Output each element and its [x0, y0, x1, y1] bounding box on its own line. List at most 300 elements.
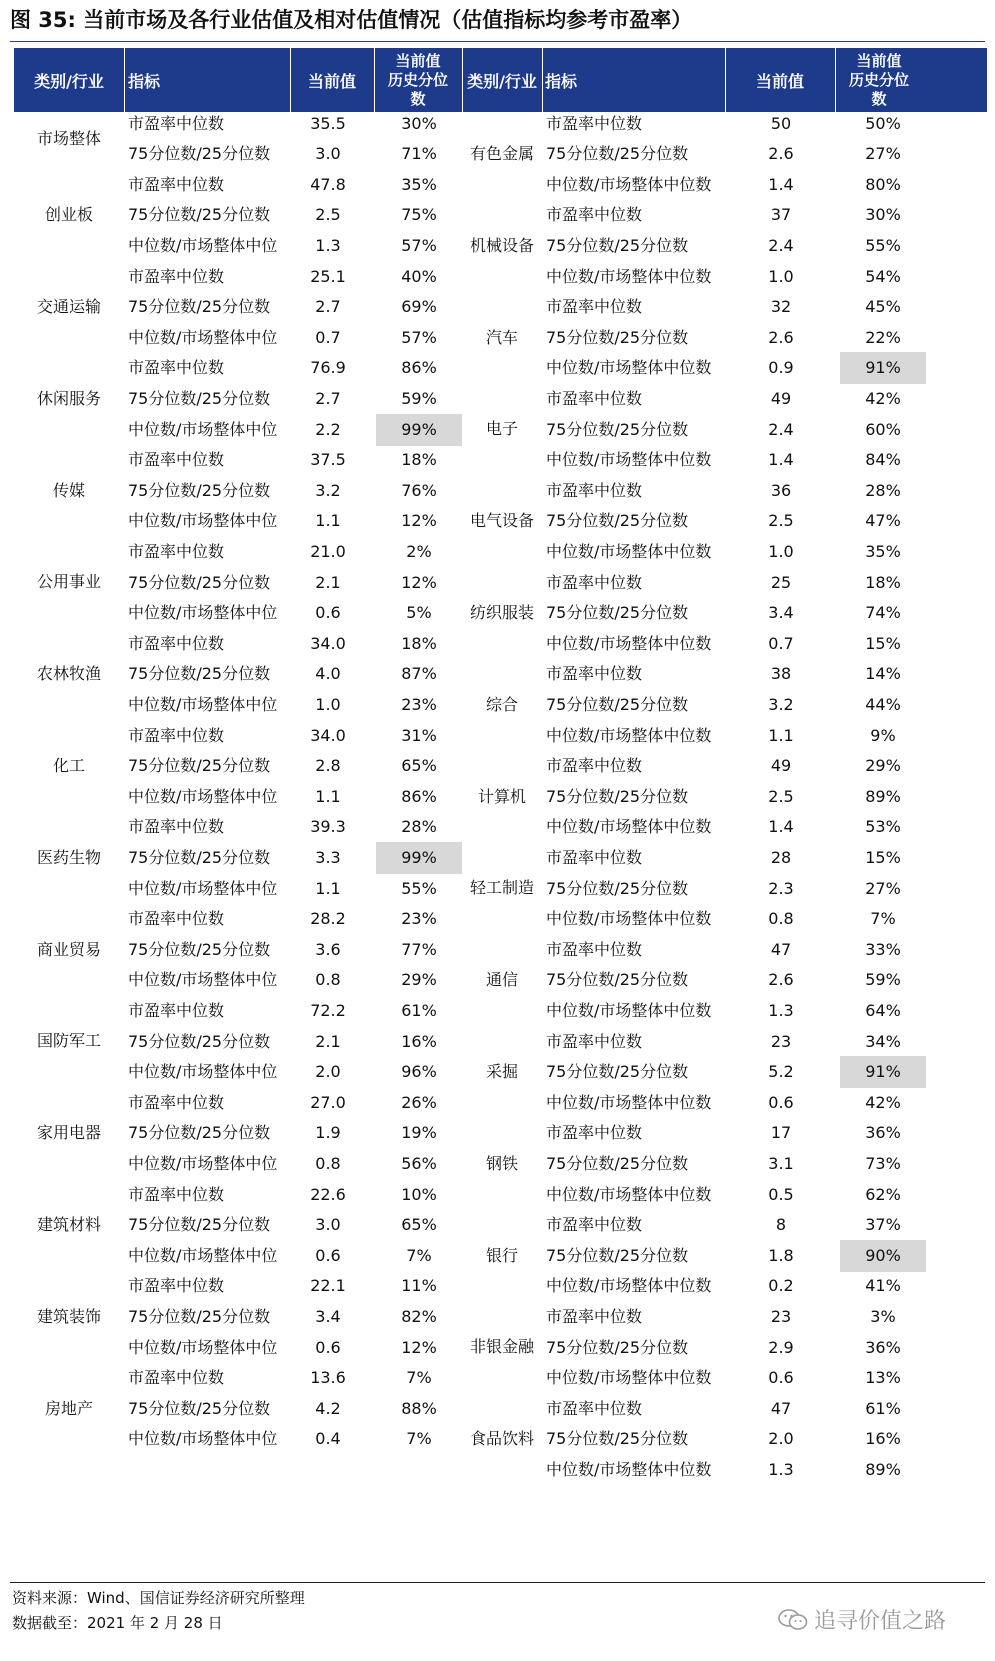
figure-title: 图 35: 当前市场及各行业估值及相对估值情况（估值指标均参考市盈率）	[10, 8, 693, 32]
percentile-cell: 90%	[840, 1240, 926, 1272]
current-value-cell: 22.6	[310, 1184, 346, 1204]
category-label: 传媒	[52, 480, 85, 500]
indicator-cell: 75分位数/25分位数	[546, 878, 689, 898]
indicator-cell: 75分位数/25分位数	[546, 694, 689, 714]
indicator-cell: 中位数/市场整体中位数	[546, 1276, 712, 1296]
header-percentile-line: 数	[410, 89, 426, 108]
percentile-cell: 65%	[401, 1215, 437, 1235]
indicator-cell: 中位数/市场整体中位数	[546, 266, 712, 286]
percentile-cell: 61%	[401, 1000, 437, 1020]
indicator-cell: 中位数/市场整体中位	[128, 1062, 278, 1082]
percentile-cell: 89%	[865, 1459, 901, 1479]
current-value-cell: 1.1	[768, 725, 794, 745]
percentile-cell: 86%	[401, 786, 437, 806]
percentile-cell: 34%	[865, 1031, 901, 1051]
category-label: 创业板	[44, 205, 93, 225]
percentile-cell: 16%	[401, 1031, 437, 1051]
indicator-cell: 中位数/市场整体中位	[128, 419, 278, 439]
category-label: 电子	[485, 419, 518, 439]
percentile-cell: 96%	[401, 1062, 437, 1082]
indicator-cell: 75分位数/25分位数	[546, 1062, 689, 1082]
current-value-cell: 32	[770, 297, 792, 317]
current-value-cell: 2.1	[315, 1031, 341, 1051]
indicator-cell: 市盈率中位数	[128, 633, 225, 653]
current-value-cell: 3.4	[315, 1306, 341, 1326]
current-value-cell: 2.6	[768, 327, 794, 347]
indicator-cell: 75分位数/25分位数	[546, 1337, 689, 1357]
percentile-cell: 7%	[406, 1245, 432, 1265]
current-value-cell: 0.6	[315, 1337, 341, 1357]
current-value-cell: 0.9	[768, 358, 794, 378]
percentile-cell: 23%	[401, 694, 437, 714]
current-value-cell: 50	[770, 113, 792, 133]
percentile-cell: 33%	[865, 939, 901, 959]
current-value-cell: 2.5	[768, 786, 794, 806]
indicator-cell: 中位数/市场整体中位数	[546, 358, 712, 378]
percentile-cell: 7%	[870, 909, 896, 929]
indicator-cell: 75分位数/25分位数	[546, 327, 689, 347]
header-percentile-line: 当前值	[395, 51, 441, 70]
current-value-cell: 1.4	[768, 817, 794, 837]
indicator-cell: 75分位数/25分位数	[546, 1245, 689, 1265]
wechat-icon	[778, 1609, 808, 1631]
current-value-cell: 2.5	[315, 205, 341, 225]
percentile-cell: 80%	[865, 174, 901, 194]
current-value-cell: 76.9	[310, 358, 346, 378]
percentile-cell: 27%	[865, 144, 901, 164]
indicator-cell: 市盈率中位数	[546, 388, 643, 408]
percentile-cell: 50%	[865, 113, 901, 133]
footer-divider	[10, 1582, 985, 1583]
percentile-cell: 59%	[865, 970, 901, 990]
percentile-cell: 26%	[401, 1092, 437, 1112]
percentile-cell: 44%	[865, 694, 901, 714]
indicator-cell: 75分位数/25分位数	[546, 1429, 689, 1449]
indicator-cell: 市盈率中位数	[546, 1031, 643, 1051]
indicator-cell: 75分位数/25分位数	[128, 1215, 271, 1235]
current-value-cell: 1.0	[768, 541, 794, 561]
category-label: 市场整体	[36, 128, 101, 148]
indicator-cell: 中位数/市场整体中位数	[546, 633, 712, 653]
indicator-cell: 中位数/市场整体中位数	[546, 174, 712, 194]
percentile-cell: 3%	[870, 1306, 896, 1326]
current-value-cell: 2.6	[768, 970, 794, 990]
current-value-cell: 23	[770, 1031, 792, 1051]
current-value-cell: 0.7	[768, 633, 794, 653]
percentile-cell: 18%	[401, 450, 437, 470]
header-divider	[542, 48, 543, 112]
percentile-cell: 2%	[406, 541, 432, 561]
percentile-cell: 54%	[865, 266, 901, 286]
percentile-cell: 62%	[865, 1184, 901, 1204]
percentile-cell: 22%	[865, 327, 901, 347]
percentile-cell: 91%	[840, 1056, 926, 1088]
header-current-right: 当前值	[755, 71, 804, 91]
category-label: 银行	[485, 1245, 518, 1265]
percentile-cell: 30%	[865, 205, 901, 225]
current-value-cell: 3.4	[768, 603, 794, 623]
current-value-cell: 0.5	[768, 1184, 794, 1204]
indicator-cell: 75分位数/25分位数	[128, 480, 271, 500]
category-label: 电气设备	[469, 511, 534, 531]
indicator-cell: 75分位数/25分位数	[128, 572, 271, 592]
indicator-cell: 市盈率中位数	[546, 480, 643, 500]
percentile-cell: 15%	[865, 633, 901, 653]
category-label: 非银金融	[469, 1337, 534, 1357]
current-value-cell: 3.3	[315, 847, 341, 867]
percentile-cell: 14%	[865, 664, 901, 684]
percentile-cell: 42%	[865, 388, 901, 408]
percentile-cell: 36%	[865, 1123, 901, 1143]
source-note: 资料来源：Wind、国信证券经济研究所整理	[12, 1589, 305, 1607]
current-value-cell: 22.1	[310, 1276, 346, 1296]
category-label: 钢铁	[485, 1153, 518, 1173]
current-value-cell: 2.2	[315, 419, 341, 439]
current-value-cell: 2.7	[315, 388, 341, 408]
category-label: 计算机	[477, 786, 526, 806]
category-label: 房地产	[44, 1398, 93, 1418]
watermark	[778, 1604, 946, 1635]
indicator-cell: 中位数/市场整体中位	[128, 235, 278, 255]
current-value-cell: 0.2	[768, 1276, 794, 1296]
current-value-cell: 4.2	[315, 1398, 341, 1418]
indicator-cell: 75分位数/25分位数	[546, 786, 689, 806]
percentile-cell: 40%	[401, 266, 437, 286]
watermark-text: 追寻价值之路	[814, 1609, 947, 1634]
indicator-cell: 市盈率中位数	[546, 1215, 643, 1235]
current-value-cell: 2.5	[768, 511, 794, 531]
indicator-cell: 中位数/市场整体中位	[128, 786, 278, 806]
indicator-cell: 中位数/市场整体中位数	[546, 1092, 712, 1112]
category-label: 商业贸易	[36, 939, 101, 959]
percentile-cell: 74%	[865, 603, 901, 623]
percentile-cell: 57%	[401, 327, 437, 347]
indicator-cell: 中位数/市场整体中位	[128, 878, 278, 898]
current-value-cell: 72.2	[310, 1000, 346, 1020]
category-label: 综合	[485, 694, 518, 714]
indicator-cell: 市盈率中位数	[546, 756, 643, 776]
indicator-cell: 75分位数/25分位数	[546, 970, 689, 990]
percentile-cell: 91%	[840, 352, 926, 384]
indicator-cell: 75分位数/25分位数	[546, 144, 689, 164]
current-value-cell: 28.2	[310, 909, 346, 929]
current-value-cell: 28	[770, 847, 792, 867]
percentile-cell: 5%	[406, 603, 432, 623]
current-value-cell: 2.1	[315, 572, 341, 592]
indicator-cell: 中位数/市场整体中位	[128, 1245, 278, 1265]
indicator-cell: 75分位数/25分位数	[128, 1398, 271, 1418]
indicator-cell: 中位数/市场整体中位	[128, 1337, 278, 1357]
current-value-cell: 2.3	[768, 878, 794, 898]
percentile-cell: 87%	[401, 664, 437, 684]
percentile-cell: 37%	[865, 1215, 901, 1235]
percentile-cell: 27%	[865, 878, 901, 898]
category-label: 医药生物	[36, 847, 101, 867]
indicator-cell: 市盈率中位数	[128, 174, 225, 194]
indicator-cell: 75分位数/25分位数	[128, 1123, 271, 1143]
percentile-cell: 60%	[865, 419, 901, 439]
current-value-cell: 0.8	[315, 1153, 341, 1173]
current-value-cell: 17	[770, 1123, 792, 1143]
indicator-cell: 市盈率中位数	[128, 266, 225, 286]
percentile-cell: 16%	[865, 1429, 901, 1449]
percentile-cell: 55%	[865, 235, 901, 255]
indicator-cell: 市盈率中位数	[546, 572, 643, 592]
current-value-cell: 35.5	[310, 113, 346, 133]
percentile-cell: 71%	[401, 144, 437, 164]
current-value-cell: 3.2	[315, 480, 341, 500]
indicator-cell: 中位数/市场整体中位数	[546, 1000, 712, 1020]
current-value-cell: 23	[770, 1306, 792, 1326]
current-value-cell: 1.4	[768, 174, 794, 194]
header-indicator-right: 指标	[545, 71, 578, 91]
indicator-cell: 市盈率中位数	[546, 113, 643, 133]
category-label: 机械设备	[469, 235, 534, 255]
percentile-cell: 55%	[401, 878, 437, 898]
current-value-cell: 1.4	[768, 450, 794, 470]
current-value-cell: 3.6	[315, 939, 341, 959]
current-value-cell: 1.3	[768, 1000, 794, 1020]
percentile-cell: 89%	[865, 786, 901, 806]
indicator-cell: 75分位数/25分位数	[128, 388, 271, 408]
current-value-cell: 0.6	[768, 1368, 794, 1388]
percentile-cell: 41%	[865, 1276, 901, 1296]
current-value-cell: 1.8	[768, 1245, 794, 1265]
percentile-cell: 29%	[401, 970, 437, 990]
percentile-cell: 12%	[401, 1337, 437, 1357]
current-value-cell: 3.0	[315, 1215, 341, 1235]
percentile-cell: 42%	[865, 1092, 901, 1112]
indicator-cell: 市盈率中位数	[546, 939, 643, 959]
category-label: 汽车	[485, 327, 518, 347]
percentile-cell: 65%	[401, 756, 437, 776]
current-value-cell: 38	[770, 664, 792, 684]
percentile-cell: 88%	[401, 1398, 437, 1418]
current-value-cell: 2.7	[315, 297, 341, 317]
header-divider	[124, 48, 125, 112]
percentile-cell: 36%	[865, 1337, 901, 1357]
indicator-cell: 75分位数/25分位数	[546, 235, 689, 255]
indicator-cell: 75分位数/25分位数	[128, 1031, 271, 1051]
current-value-cell: 47.8	[310, 174, 346, 194]
current-value-cell: 39.3	[310, 817, 346, 837]
data-date-note: 数据截至：2021 年 2 月 28 日	[12, 1614, 223, 1632]
indicator-cell: 市盈率中位数	[546, 664, 643, 684]
current-value-cell: 2.9	[768, 1337, 794, 1357]
indicator-cell: 75分位数/25分位数	[128, 205, 271, 225]
indicator-cell: 75分位数/25分位数	[128, 939, 271, 959]
indicator-cell: 中位数/市场整体中位数	[546, 541, 712, 561]
indicator-cell: 中位数/市场整体中位	[128, 603, 278, 623]
indicator-cell: 75分位数/25分位数	[128, 144, 271, 164]
percentile-cell: 75%	[401, 205, 437, 225]
indicator-cell: 75分位数/25分位数	[546, 603, 689, 623]
indicator-cell: 中位数/市场整体中位	[128, 694, 278, 714]
percentile-cell: 99%	[376, 414, 462, 446]
percentile-cell: 99%	[376, 842, 462, 874]
current-value-cell: 34.0	[310, 725, 346, 745]
indicator-cell: 中位数/市场整体中位	[128, 327, 278, 347]
indicator-cell: 市盈率中位数	[546, 1123, 643, 1143]
percentile-cell: 18%	[865, 572, 901, 592]
percentile-cell: 77%	[401, 939, 437, 959]
current-value-cell: 49	[770, 756, 792, 776]
indicator-cell: 市盈率中位数	[128, 1368, 225, 1388]
indicator-cell: 市盈率中位数	[128, 1000, 225, 1020]
percentile-cell: 7%	[406, 1429, 432, 1449]
percentile-cell: 86%	[401, 358, 437, 378]
category-label: 有色金属	[469, 143, 534, 163]
percentile-cell: 18%	[401, 633, 437, 653]
indicator-cell: 中位数/市场整体中位	[128, 1429, 278, 1449]
indicator-cell: 市盈率中位数	[128, 1276, 225, 1296]
current-value-cell: 0.7	[315, 327, 341, 347]
indicator-cell: 中位数/市场整体中位数	[546, 725, 712, 745]
current-value-cell: 1.9	[315, 1123, 341, 1143]
indicator-cell: 市盈率中位数	[128, 1092, 225, 1112]
percentile-cell: 15%	[865, 847, 901, 867]
current-value-cell: 34.0	[310, 633, 346, 653]
current-value-cell: 3.2	[768, 694, 794, 714]
category-label: 纺织服装	[469, 602, 534, 622]
current-value-cell: 4.0	[315, 664, 341, 684]
current-value-cell: 0.6	[315, 603, 341, 623]
current-value-cell: 1.1	[315, 878, 341, 898]
category-label: 交通运输	[36, 296, 101, 316]
header-percentile-left	[374, 48, 462, 112]
category-label: 采掘	[485, 1061, 518, 1081]
current-value-cell: 37	[770, 205, 792, 225]
percentile-cell: 7%	[406, 1368, 432, 1388]
table-header	[14, 48, 987, 112]
indicator-cell: 中位数/市场整体中位数	[546, 450, 712, 470]
header-percentile-line: 历史分位	[848, 70, 909, 89]
percentile-cell: 35%	[865, 541, 901, 561]
current-value-cell: 47	[770, 939, 792, 959]
header-percentile-line: 数	[871, 89, 887, 108]
current-value-cell: 1.0	[768, 266, 794, 286]
indicator-cell: 中位数/市场整体中位数	[546, 1459, 712, 1479]
indicator-cell: 市盈率中位数	[546, 205, 643, 225]
category-label: 休闲服务	[36, 388, 101, 408]
percentile-cell: 56%	[401, 1153, 437, 1173]
percentile-cell: 57%	[401, 235, 437, 255]
percentile-cell: 9%	[870, 725, 896, 745]
indicator-cell: 市盈率中位数	[546, 1306, 643, 1326]
current-value-cell: 0.8	[768, 909, 794, 929]
category-label: 食品饮料	[469, 1429, 534, 1449]
current-value-cell: 3.0	[315, 144, 341, 164]
percentile-cell: 45%	[865, 297, 901, 317]
header-percentile-line: 当前值	[856, 51, 902, 70]
percentile-cell: 28%	[401, 817, 437, 837]
indicator-cell: 市盈率中位数	[128, 358, 225, 378]
percentile-cell: 19%	[401, 1123, 437, 1143]
current-value-cell: 1.0	[315, 694, 341, 714]
percentile-cell: 35%	[401, 174, 437, 194]
indicator-cell: 75分位数/25分位数	[128, 756, 271, 776]
category-label: 通信	[485, 970, 518, 990]
current-value-cell: 37.5	[310, 450, 346, 470]
indicator-cell: 中位数/市场整体中位	[128, 511, 278, 531]
current-value-cell: 8	[775, 1215, 787, 1235]
current-value-cell: 1.1	[315, 511, 341, 531]
header-percentile-right	[835, 48, 923, 112]
percentile-cell: 31%	[401, 725, 437, 745]
indicator-cell: 市盈率中位数	[128, 817, 225, 837]
percentile-cell: 84%	[865, 450, 901, 470]
percentile-cell: 29%	[865, 756, 901, 776]
percentile-cell: 28%	[865, 480, 901, 500]
percentile-cell: 11%	[401, 1276, 437, 1296]
title-divider	[10, 41, 985, 42]
indicator-cell: 中位数/市场整体中位数	[546, 909, 712, 929]
current-value-cell: 21.0	[310, 541, 346, 561]
percentile-cell: 73%	[865, 1153, 901, 1173]
indicator-cell: 中位数/市场整体中位数	[546, 1368, 712, 1388]
current-value-cell: 27.0	[310, 1092, 346, 1112]
indicator-cell: 75分位数/25分位数	[128, 297, 271, 317]
current-value-cell: 13.6	[310, 1368, 346, 1388]
indicator-cell: 75分位数/25分位数	[128, 664, 271, 684]
current-value-cell: 25.1	[310, 266, 346, 286]
indicator-cell: 市盈率中位数	[128, 113, 225, 133]
current-value-cell: 0.6	[768, 1092, 794, 1112]
current-value-cell: 2.0	[768, 1429, 794, 1449]
header-percentile-line: 历史分位	[387, 70, 448, 89]
indicator-cell: 市盈率中位数	[128, 450, 225, 470]
indicator-cell: 75分位数/25分位数	[546, 419, 689, 439]
current-value-cell: 1.1	[315, 786, 341, 806]
indicator-cell: 市盈率中位数	[128, 909, 225, 929]
current-value-cell: 3.1	[768, 1153, 794, 1173]
indicator-cell: 中位数/市场整体中位	[128, 1153, 278, 1173]
current-value-cell: 2.6	[768, 144, 794, 164]
current-value-cell: 2.4	[768, 419, 794, 439]
current-value-cell: 47	[770, 1398, 792, 1418]
percentile-cell: 13%	[865, 1368, 901, 1388]
percentile-cell: 12%	[401, 511, 437, 531]
percentile-cell: 76%	[401, 480, 437, 500]
current-value-cell: 49	[770, 388, 792, 408]
header-category-right: 类别/行业	[467, 71, 537, 91]
current-value-cell: 2.8	[315, 756, 341, 776]
current-value-cell: 0.8	[315, 970, 341, 990]
current-value-cell: 0.6	[315, 1245, 341, 1265]
indicator-cell: 中位数/市场整体中位	[128, 970, 278, 990]
current-value-cell: 0.4	[315, 1429, 341, 1449]
indicator-cell: 75分位数/25分位数	[128, 1306, 271, 1326]
indicator-cell: 市盈率中位数	[546, 297, 643, 317]
indicator-cell: 市盈率中位数	[128, 1184, 225, 1204]
indicator-cell: 75分位数/25分位数	[546, 511, 689, 531]
category-label: 化工	[52, 755, 85, 775]
current-value-cell: 2.0	[315, 1062, 341, 1082]
percentile-cell: 53%	[865, 817, 901, 837]
category-label: 公用事业	[36, 572, 101, 592]
current-value-cell: 2.4	[768, 235, 794, 255]
current-value-cell: 25	[770, 572, 792, 592]
header-category-left: 类别/行业	[34, 71, 104, 91]
current-value-cell: 1.3	[768, 1459, 794, 1479]
indicator-cell: 75分位数/25分位数	[546, 1153, 689, 1173]
category-label: 建筑装饰	[36, 1306, 101, 1326]
percentile-cell: 10%	[401, 1184, 437, 1204]
indicator-cell: 市盈率中位数	[128, 541, 225, 561]
indicator-cell: 市盈率中位数	[546, 847, 643, 867]
percentile-cell: 47%	[865, 511, 901, 531]
percentile-cell: 30%	[401, 113, 437, 133]
